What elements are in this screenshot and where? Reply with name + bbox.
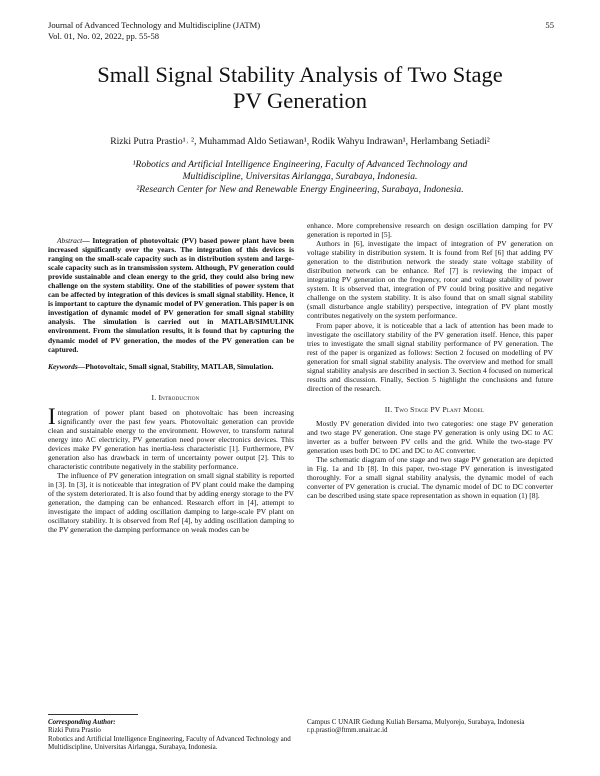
intro-paragraph-1-text: ntegration of power plant based on photovoltaic has been increasing significantly over the past few years. Photovoltaic generation can provide clean and sustainable energy to the environment. However, to transform natural energy into AC electricity, PV generation need power electronics devices. This devices make PV generation has inertia-less characteristic [1]. Furthermore, PV generation also has drawback in term of uncertainty power output [2]. This to characteristic contribute negatively in the stability performance. [48,407,294,471]
right-column [307,221,553,500]
paper-title [40,62,560,114]
left-column [48,236,294,534]
journal-volume: Vol. 01, No. 02, 2022, pp. 55-58 [48,30,160,41]
keywords [48,362,294,371]
journal-name: Journal of Advanced Technology and Multidiscipline (JATM) [48,20,261,30]
corresponding-label: Corresponding Author: [48,718,116,726]
running-header [48,20,260,41]
keywords-text: —Photovoltaic, Small signal, Stability, MATLAB, Simulation. [77,361,274,371]
intro-paragraph-4: Authors in [6], investigate the impact of integration of PV generation on voltage stability in distribution system. It is found from Ref [6] that adding PV generation to the distribution network the steady state voltage stability of distribution network can be enhance. Ref [7] is reviewing the impact of integrating PV generation on the frequency, rotor and voltage stability of power system. It is observed that, integration of PV could bring positive and negative challenge on the system stability. It is also found that on small signal stability (small disturbance angle stability) perspective, integration of PV plant mostly contributes negatively on the system performance. [307,239,553,321]
intro-paragraph-2: The influence of PV generation integration on small signal stability is reported in [3]. In [3], it is noticeable that integration of PV plant could make the damping of the system deteriorated. It is also found that by adding energy storage to the PV generation, the damping can be enhanced. Research effort in [4], attempt to investigate the impact of adding oscillation damping to large-scale PV plant on oscillatory stability. It is observed from Ref [4], by adding oscillation damping to the PV generation the damping performance on weak modes can be [48,471,294,535]
section-2-paragraph-2: The schematic diagram of one stage and two stage PV generation are depicted in Fig. 1a and 1b [8]. In this paper, two-stage PV generation is investigated thoroughly. For a small signal stability analysis, the dynamic model of each converter of PV generation is crucial. The dynamic model of DC to DC converter can be described using state space representation as shown in equation (1) [8]. [307,455,553,501]
title-line-2: PV Generation [233,88,367,113]
section-2-number: II. [384,404,393,414]
affiliations [40,159,560,196]
corresponding-address: Campus C UNAIR Gedung Kuliah Bersama, Mulyorejo, Surabaya, Indonesia [307,718,525,726]
section-2-heading [307,405,553,414]
abstract-label: Abstract [57,236,83,245]
section-2-title: Two Stage PV Plant Model [394,404,485,414]
affiliation-1-line-2: Multidiscipline, Universitas Airlangga, Surabaya, Indonesia. [182,171,418,183]
title-line-1: Small Signal Stability Analysis of Two Stage [97,62,503,87]
corresponding-contact [307,718,557,735]
corresponding-author [48,718,298,752]
section-1-heading [48,393,294,402]
section-1-number: I. [151,392,157,402]
corresponding-dept: Robotics and Artificial Intelligence Engineering, Faculty of Advanced Technology and Multidiscipline, Universitas Airlangga, Surabaya, Indonesia. [48,734,291,752]
page-number: 55 [545,20,554,30]
section-2-paragraph-1: Mostly PV generation divided into two categories: one stage PV generation and two stage PV generation. One stage PV generation is only using DC to AC inverter as a buffer between PV cells and the grid. While the two-stage PV generation uses both DC to DC and DC to AC converter. [307,418,553,456]
intro-paragraph-1 [48,403,294,471]
drop-cap: I [48,403,56,429]
corresponding-name: Rizki Putra Prastio [48,726,101,735]
affiliation-2: ²Research Center for New and Renewable Energy Engineering, Surabaya, Indonesia. [136,183,464,195]
section-1-title: Introduction [158,392,200,402]
abstract-text: — Integration of photovoltaic (PV) based power plant have been increased significantly over the years. The integration of this devices is ranging on the small-scale capacity such as in distribution system and large-scale capacity such as in transmission system. Although, PV generation could provide sustainable and clean energy to the grid, they could also bring new challenge on the system stability. One of the stabilities of power system that can be affected by integration of this devices is small signal stability. Hence, it is important to capture the dynamic model of PV generation. This paper is on investigation of dynamic model of PV generation for small signal stability analysis. The simulation is carried out in MATLAB/SIMULINK environment. From the simulation results, it is found that by capturing the dynamic model of PV generation, the modes of the PV generation can be captured. [48,236,294,354]
intro-paragraph-3: enhance. More comprehensive research on design oscillation damping for PV generation is reported in [5]. [307,221,553,240]
abstract [48,236,294,354]
author-list: Rizki Putra Prastio¹˒ ², Muhammad Aldo Setiawan¹, Rodik Wahyu Indrawan¹, Herlambang Setiadi² [110,136,490,147]
keywords-label: Keywords [48,361,78,371]
intro-paragraph-5: From paper above, it is noticeable that a lack of attention has been made to investigate the oscillatory stability of the PV generation itself. Hence, this paper tries to investigate the small signal stability performance of PV generation. The rest of the paper is organized as follows: Section 2 focused on modelling of PV generation for small signal stability analysis. The overview and method for small signal stability analysis are described in section 3. Section 4 focused on numerical results and discussion. Finally, Section 5 highlight the conclusions and future direction of the research. [307,320,553,393]
affiliation-1-line-1: ¹Robotics and Artificial Intelligence Engineering, Faculty of Advanced Technology and [132,159,468,170]
corresponding-email: r.p.prastio@ftmm.unair.ac.id [307,726,388,735]
footnote-divider [48,714,138,715]
